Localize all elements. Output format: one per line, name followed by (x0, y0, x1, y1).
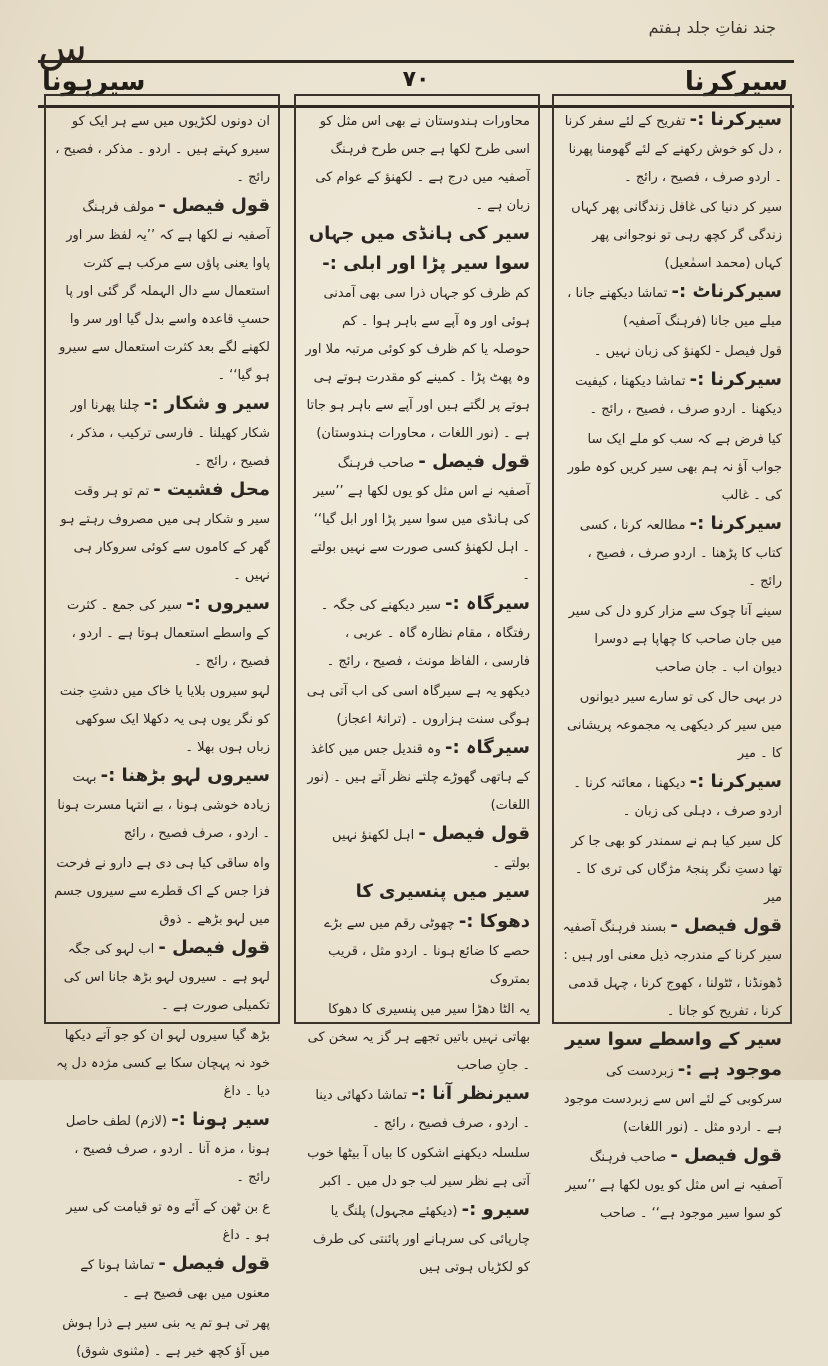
entry (304, 734, 530, 820)
entry-text: تماشا ہونا کے معنوں میں بھی فصیح ہے ۔ (80, 1258, 270, 1301)
entry (54, 590, 270, 676)
entry-text: (دیکھئے مجہول) پلنگ یا چارپائی کی سرہانے اور پائنتی کی طرف کو لکڑیاں ہوتی ہیں (312, 1204, 530, 1275)
entry (54, 1250, 270, 1308)
entry-text: کل سیر کیا ہم نے سمندر کو بھی جا کر تھا دستِ نگر پنجۂ مژگاں کی تری کا ۔ میر (571, 834, 782, 905)
entry (562, 826, 782, 912)
entry (304, 878, 530, 994)
entry (562, 192, 782, 278)
entry-headword: سیر کے واسطے سوا سیر موجود ہے :- (565, 1029, 782, 1080)
entry-text: کیا فرض ہے کہ سب کو ملے ایک سا جواب آؤ نہ ہم بھی سیر کریں کوہ طور کی ۔ غالب (567, 432, 782, 503)
entry (304, 106, 530, 220)
entry (562, 424, 782, 510)
entry-text: چلنا پھرنا اور شکار کھیلنا ۔ فارسی ترکیب ، مذکر ، فصیح ، رائج ۔ (69, 398, 270, 469)
page-letter-mark: س (38, 25, 87, 71)
entry-text: کم ظرف کو جہاں ذرا سی بھی آمدنی ہوئی اور وہ آپے سے باہر ہوا ۔ کم حوصلہ یا کم ظرف کو کوئی مرتبہ ملا اور وہ پھٹ پڑا ۔ کمینے کو مقدرت ہوتے ہی ہوتے پر لگتے ہیں اور آپے سے باہر ہو جاتا ہے ۔ (نور اللغات ، محاورات ہندوستان) (305, 286, 530, 441)
entry-text: تماشا دیکھنا ، کیفیت دیکھنا ۔ اردو صرف ، فصیح ، رائج ۔ (575, 374, 782, 417)
entry-text: دیکھنا ، معائنہ کرنا ۔ اردو صرف ، دہلی کی زبان ۔ (573, 776, 782, 819)
entry-text: دیکھو یہ ہے سیرگاہ اسی کی اب آتی ہی ہوگی سنت ہزاروں ۔ (ترانۂ اعجاز) (306, 684, 530, 727)
entry-text: سیر کی جمع ۔ کثرت کے واسطے استعمال ہوتا ہے ۔ اردو ، فصیح ، رائج ۔ (66, 598, 270, 669)
entry (54, 676, 270, 762)
entry (304, 820, 530, 878)
entry (54, 1308, 270, 1366)
entry (54, 848, 270, 934)
entry (562, 682, 782, 768)
entry-headword: قول فیصل - (418, 451, 530, 472)
entry-text: محاورات ہندوستان نے بھی اس مثل کو اسی طرح لکھا ہے جس طرح فرہنگ آصفیہ میں درج ہے ۔ لکھنؤ کے عوام کی زبان ہے ۔ (315, 114, 530, 213)
entry (304, 590, 530, 676)
entry-headword: سیرکرنا :- (689, 513, 782, 534)
volume-title: جند نفاتِ جلد ہفتم (648, 18, 776, 37)
entry-text: تفریح کے لئے سفر کرنا ، دل کو خوش رکھنے کے لئے گھومنا پھرنا ۔ اردو صرف ، فصیح ، رائج ۔ (564, 114, 782, 185)
entry-headword: قول فیصل - (670, 915, 782, 936)
entry (562, 510, 782, 596)
entry (54, 476, 270, 590)
entry-text: پھر تی ہو تم یہ بنی سیر ہے ذرا ہوش میں آؤ کچھ خیر ہے ۔ (مثنوی شوق) (62, 1316, 270, 1359)
entry-headword: سیرکرنا :- (689, 109, 782, 130)
column-middle (294, 94, 540, 1275)
entry-text: یہ الٹا دھڑا سیر میں پنسیری کا دھوکا بھاتی نہیں باتیں تجھے ہر گز یہ سخن کی ۔ جانِ صاحب (307, 1002, 530, 1073)
entry-text: تم تو ہر وقت سیر و شکار ہی میں مصروف رہتے ہو گھر کے کاموں سے کوئی سروکار ہی نہیں ۔ (60, 484, 270, 583)
entry (562, 596, 782, 682)
entry-text: ان دونوں لکڑیوں میں سے ہر ایک کو سیرو کہتے ہیں ۔ اردو ۔ مذکر ، فصیح ، رائج ۔ (55, 114, 270, 185)
entry (304, 676, 530, 734)
entry (562, 1142, 782, 1228)
entry-text: سلسلہ دیکھنے اشکوں کا بیاں آ بیٹھا خوب آتی ہے نظر سیر لب جو دل میں ۔ اکبر (307, 1146, 530, 1189)
column-left (44, 94, 280, 1359)
header-last-entry: سیرہونا (42, 67, 146, 97)
entry-headword: سیر میں پنسیری کا دھوکا :- (355, 881, 530, 932)
entry-text: مطالعہ کرنا ، کسی کتاب کا پڑھنا ۔ اردو صرف ، فصیح ، رائج ۔ (579, 518, 782, 589)
entry (562, 1026, 782, 1142)
column-right (552, 94, 792, 1221)
entry (562, 278, 782, 336)
entry-text: ع بن ٹھن کے آئے وہ تو قیامت کی سیر ہو ۔ داغ (66, 1200, 270, 1243)
entry-headword: محل فشیت - (153, 479, 270, 500)
entry-headword: قول فیصل - (158, 937, 270, 958)
entry-text: در بہی حال کی تو سارے سیر دیوانوں میں سیر کر دیکھی یہ مجموعہ پریشانی کا ۔ میر (567, 690, 782, 761)
entry (54, 934, 270, 1020)
entry (562, 912, 782, 1026)
entry (54, 1106, 270, 1192)
entry-text: بسند فرہنگ آصفیہ سیر کرنا کے مندرجہ ذیل معنی اور ہیں : ڈھونڈنا ، ٹٹولنا ، کھوج کرنا ، چہل قدمی کرنا ، تفریح کو جانا ۔ (562, 920, 782, 1019)
entry-headword: سیرگاہ :- (445, 593, 530, 614)
entry (304, 220, 530, 448)
entry (562, 366, 782, 424)
entry (304, 1138, 530, 1196)
entry-text: سینے آنا چوک سے مزار کرو دل کی سیر میں جان صاحب کا چھاپا ہے دوسرا دیوان اب ۔ جان صاحب (568, 604, 782, 675)
entry (54, 390, 270, 476)
entry-headword: سیروں :- (186, 593, 270, 614)
entry (304, 994, 530, 1080)
entry-headword: قول فیصل - (418, 823, 530, 844)
entry-text: تماشا دکھائی دینا ۔ اردو ، صرف فصیح ، رائج ۔ (315, 1088, 530, 1131)
entry-headword: سیر کی ہانڈی میں جہاں سوا سیر پڑا اور ابلی :- (308, 223, 530, 274)
entry-headword: سیرکرنا :- (689, 369, 782, 390)
entry-headword: سیر ہونا :- (171, 1109, 270, 1130)
entry (54, 106, 270, 192)
page-number: ۷۰ (402, 67, 430, 92)
entry (54, 1192, 270, 1250)
entry-headword: سیرکرناٹ :- (671, 281, 782, 302)
entry (562, 336, 782, 366)
entry-text: بڑھ گیا سیروں لہو ان کو جو آتے دیکھا خود نہ پہچان سکا بے کسی مژدہ دل پہ دیا ۔ داغ (56, 1028, 270, 1099)
entry-headword: سیر و شکار :- (143, 393, 270, 414)
entry-text: لہو سیروں بلایا یا خاک میں دشتِ جنت کو نگر یوں ہی یہ دکھلا ایک سوکھی زباں ہوں بھلا ۔ (59, 684, 270, 755)
entry-text: واہ ساقی کیا ہی دی ہے دارو نے فرحت فزا جس کے اک قطرے سے سیروں جسم میں لہو بڑھے ۔ ذوق (54, 856, 270, 927)
entry-headword: سیرو :- (461, 1199, 530, 1220)
header-first-entry: سیرکرنا (684, 67, 788, 97)
entry-headword: سیرگاہ :- (445, 737, 530, 758)
entry-text: صاحب فرہنگ آصفیہ نے اس مثل کو یوں لکھا ہے ’’سیر کو سوا سیر موجود ہے‘‘ ۔ صاحب (565, 1150, 782, 1221)
entry (54, 1020, 270, 1106)
entry-text: سیر کر دنیا کی غافل زندگانی پھر کہاں زندگی گر کچھ رہی تو نوجوانی پھر کہاں (محمد اسمٰعیل) (571, 200, 782, 271)
entry-headword: سیرنظر آنا :- (411, 1083, 530, 1104)
entry-text: بہت زیادہ خوشی ہونا ، بے انتہا مسرت ہونا ۔ اردو ، صرف فصیح ، رائج (57, 770, 270, 841)
entry-text: اب لہو کی جگہ لہو ہے ۔ سیروں لہو بڑھ جانا اس کی تکمیلی صورت ہے ۔ (63, 942, 270, 1013)
entry-headword: سیروں لہو بڑھنا :- (100, 765, 270, 786)
entry (304, 448, 530, 590)
entry (562, 768, 782, 826)
entry-text: اہل لکھنؤ نہیں بولتے ۔ (332, 828, 530, 871)
entry-text: زبردست کی سرکوبی کے لئے اس سے زبردست موجود ہے ۔ اردو مثل ۔ (نور اللغات) (563, 1064, 782, 1135)
entry-text: قول فیصل - لکھنؤ کی زبان نہیں ۔ (593, 344, 782, 359)
entry-text: مولف فرہنگ آصفیہ نے لکھا ہے کہ ’’یہ لفظ سر اور پاوا یعنی پاؤں سے مرکب ہے کثرت استعمال سے دال الہملہ گر گئی اور پا حسبِ قاعدہ واسے بدل گیا اور سر وا لکھنے لگے بعد کثرت استعمال سے سیرو ہو گیا‘‘ ۔ (59, 200, 270, 383)
entry-text: صاحب فرہنگ آصفیہ نے اس مثل کو یوں لکھا ہے ’’سیر کی ہانڈی میں سوا سیر پڑا اور ابل گیا‘‘ ۔ اہل لکھنؤ کسی صورت سے نہیں بولتے ۔ (310, 456, 530, 583)
entry (562, 106, 782, 192)
entry-text: تماشا دیکھنے جانا ، میلے میں جانا (فرہنگ آصفیہ) (567, 286, 782, 329)
entry-headword: قول فیصل - (670, 1145, 782, 1166)
entry-headword: قول فیصل - (158, 195, 270, 216)
entry-headword: قول فیصل - (158, 1253, 270, 1274)
entry (54, 762, 270, 848)
entry (304, 1196, 530, 1282)
entry-text: وہ قندیل جس میں کاغذ کے ہاتھی گھوڑے چلتے نظر آتے ہیں ۔ (نور اللغات) (307, 742, 530, 813)
entry-text: چھوٹی رقم میں سے بڑے حصے کا ضائع ہونا ۔ اردو مثل ، قریب بمتروک (324, 916, 530, 987)
entry-headword: سیرکرنا :- (689, 771, 782, 792)
entry-text: سیر دیکھنے کی جگہ ۔ رفتگاہ ، مقام نظارہ گاہ ۔ عربی ، فارسی ، الفاظ مونث ، فصیح ، رائج ۔ (320, 598, 530, 669)
entry (54, 192, 270, 390)
entry-text: (لازم) لطف حاصل ہونا ، مزہ آنا ۔ اردو ، صرف فصیح ، رائج ۔ (65, 1114, 270, 1185)
entry (304, 1080, 530, 1138)
